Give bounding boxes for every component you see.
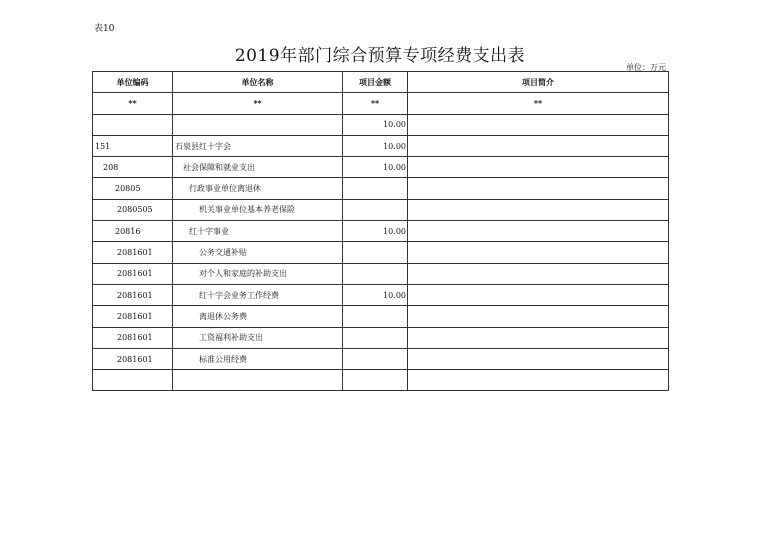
marker-amount: ** [343,93,408,114]
marker-name: ** [173,93,343,114]
cell-name: 工资福利补助支出 [173,327,343,348]
table-row [93,157,669,178]
cell-desc [408,327,669,348]
cell-desc [408,135,669,156]
cell-name: 机关事业单位基本养老保险 [173,199,343,220]
col-header-desc: 项目简介 [408,72,669,93]
cell-name [173,114,343,135]
table-row [93,306,669,327]
cell-desc [408,242,669,263]
cell-amount [343,199,408,220]
cell-name: 社会保障和就业支出 [173,157,343,178]
table-body [93,114,669,391]
table-row [93,242,669,263]
cell-code: 2080505 [93,199,173,220]
table-row [93,327,669,348]
table-row [93,284,669,305]
cell-amount [343,348,408,369]
cell-code: 2081601 [93,263,173,284]
cell-name: 标准公用经费 [173,348,343,369]
table-row [93,135,669,156]
table-row [93,263,669,284]
cell-name: 红十字事业 [173,221,343,242]
cell-name: 红十字会业务工作经费 [173,284,343,305]
marker-desc: ** [408,93,669,114]
cell-desc [408,157,669,178]
cell-desc [408,370,669,391]
cell-code: 2081601 [93,242,173,263]
table-row [93,221,669,242]
cell-name: 公务交通补贴 [173,242,343,263]
cell-code [93,370,173,391]
col-header-name: 单位名称 [173,72,343,93]
table-row [93,178,669,199]
table-row [93,199,669,220]
cell-amount [343,263,408,284]
cell-desc [408,263,669,284]
cell-desc [408,221,669,242]
cell-desc [408,284,669,305]
cell-amount: 10.00 [343,135,408,156]
cell-code: 20816 [93,221,173,242]
cell-code: 151 [93,135,173,156]
table-row [93,348,669,369]
cell-code: 20805 [93,178,173,199]
marker-row [93,93,669,114]
marker-code: ** [93,93,173,114]
cell-code: 208 [93,157,173,178]
cell-amount [343,178,408,199]
cell-name [173,370,343,391]
col-header-amount: 项目金额 [343,72,408,93]
col-header-code: 单位编码 [93,72,173,93]
cell-code: 2081601 [93,327,173,348]
cell-code: 2081601 [93,348,173,369]
cell-amount [343,242,408,263]
header-row [93,72,669,93]
table-row [93,114,669,135]
cell-name: 石泉县红十字会 [173,135,343,156]
cell-amount [343,370,408,391]
cell-desc [408,306,669,327]
budget-table [92,71,669,391]
cell-amount [343,327,408,348]
cell-name: 离退休公务费 [173,306,343,327]
cell-code: 2081601 [93,306,173,327]
page-title: 2019年部门综合预算专项经费支出表 [234,46,526,66]
cell-desc [408,178,669,199]
unit-label: 单位：万元 [626,63,666,72]
cell-desc [408,114,669,135]
cell-desc [408,199,669,220]
table-row [93,370,669,391]
cell-name: 对个人和家庭的补助支出 [173,263,343,284]
cell-amount [343,306,408,327]
cell-amount: 10.00 [343,157,408,178]
cell-code [93,114,173,135]
table-number: 表10 [94,24,115,34]
cell-amount: 10.00 [343,221,408,242]
cell-name: 行政事业单位离退休 [173,178,343,199]
cell-amount: 10.00 [343,284,408,305]
cell-amount: 10.00 [343,114,408,135]
cell-desc [408,348,669,369]
cell-code: 2081601 [93,284,173,305]
